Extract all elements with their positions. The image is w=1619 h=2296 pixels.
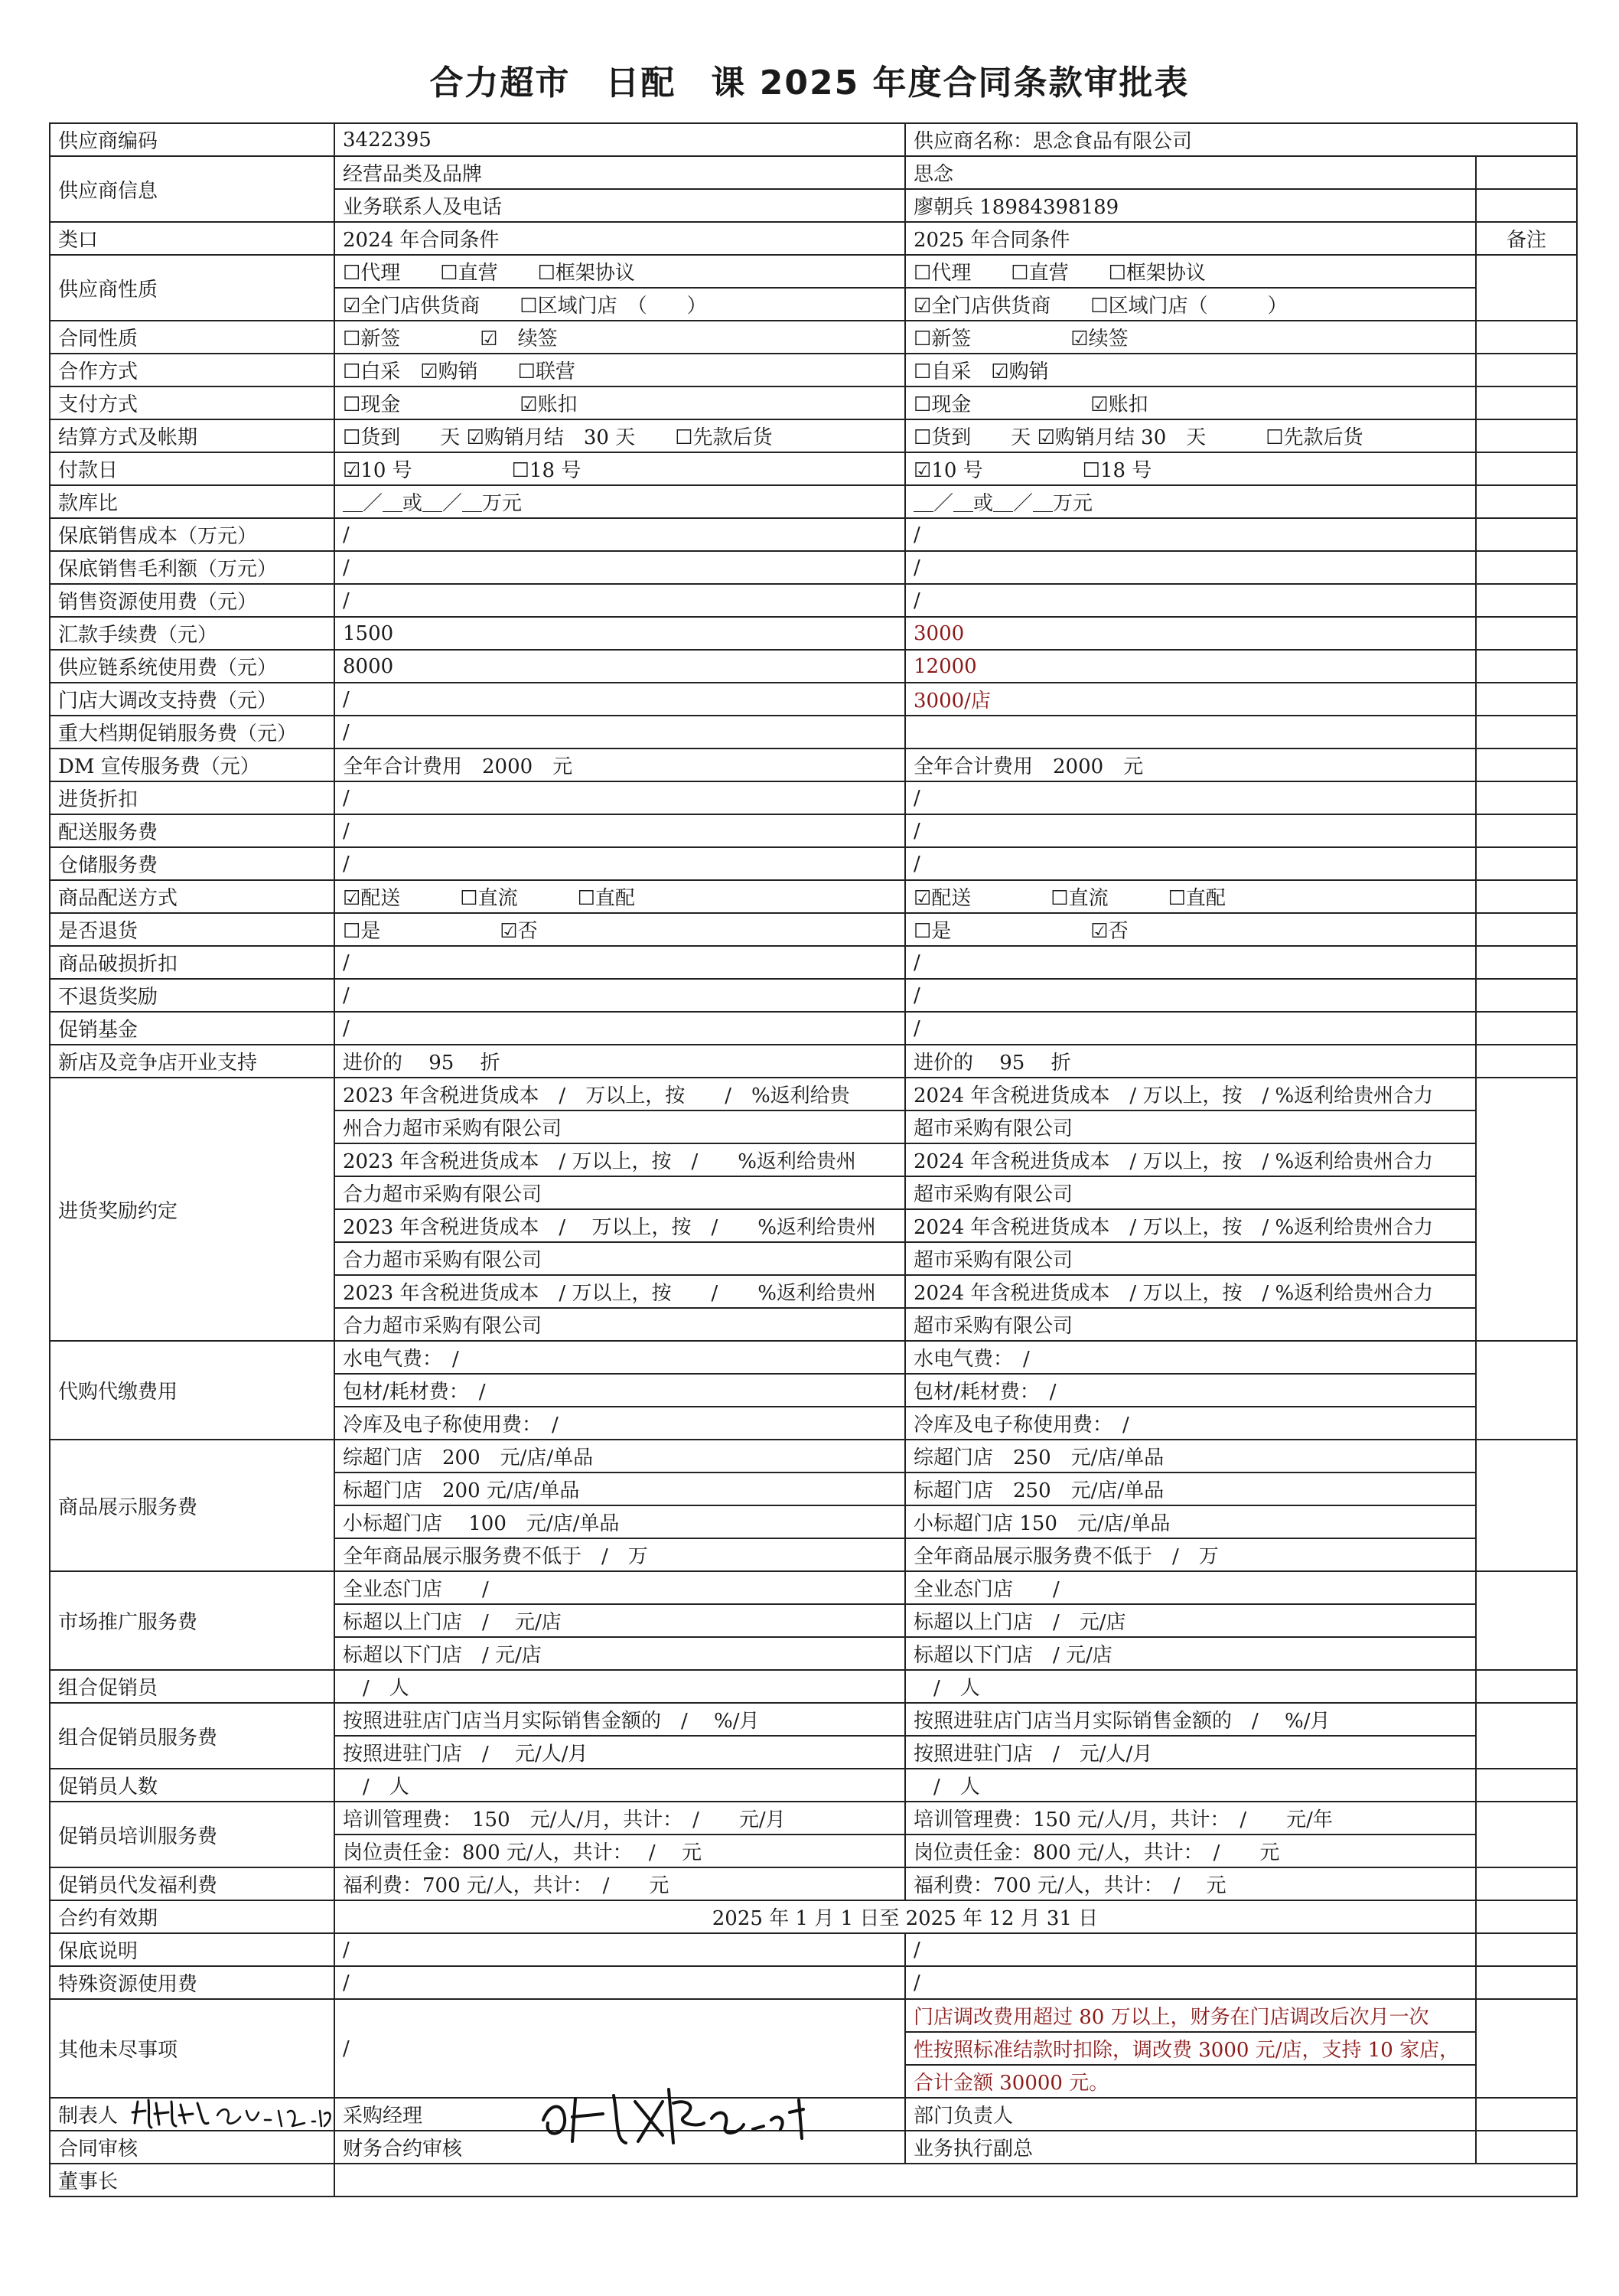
- value-2025: ☐新签 ☑续签: [905, 321, 1476, 354]
- value-2024: 合力超市采购有限公司: [334, 1176, 905, 1209]
- row-label: 付款日: [50, 452, 334, 485]
- row-label: 代购代缴费用: [50, 1341, 334, 1440]
- notes-cell: [1476, 1440, 1577, 1571]
- row-label: 重大档期促销服务费（元）: [50, 716, 334, 748]
- table-row: [50, 156, 1577, 189]
- category-label: 经营品类及品牌: [334, 156, 905, 189]
- value-2025: 超市采购有限公司: [905, 1176, 1476, 1209]
- notes-cell: [1476, 1867, 1577, 1900]
- value-2024: 水电气费： /: [334, 1341, 905, 1374]
- value-2025: /: [905, 551, 1476, 584]
- value-2024: 进价的 95 折: [334, 1045, 905, 1078]
- value-2025: /: [905, 1012, 1476, 1045]
- table-row: [50, 650, 1577, 683]
- value-2024: 小标超门店 100 元/店/单品: [334, 1505, 905, 1538]
- nature-2025: ☑全门店供货商 ☐区域门店（ ）: [905, 288, 1476, 321]
- table-row: [50, 716, 1577, 748]
- notes-cell: [1476, 781, 1577, 814]
- value-2024: 全年商品展示服务费不低于 / 万: [334, 1538, 905, 1571]
- table-row: [50, 551, 1577, 584]
- table-row: [50, 1670, 1577, 1703]
- table-row: [50, 847, 1577, 880]
- value-2024: 标超门店 200 元/店/单品: [334, 1473, 905, 1505]
- table-row: [50, 683, 1577, 716]
- notes-cell: [1476, 419, 1577, 452]
- contract-review-label: 合同审核: [50, 2131, 334, 2164]
- value-2024: /: [334, 946, 905, 979]
- value-2024: 全业态门店 /: [334, 1571, 905, 1604]
- value-2024: 2023 年含税进货成本 / 万以上，按 / %返利给贵州: [334, 1275, 905, 1308]
- value-2025: ☑10 号 ☐18 号: [905, 452, 1476, 485]
- row-label: 合作方式: [50, 354, 334, 386]
- row-label: 销售资源使用费（元）: [50, 584, 334, 617]
- value-2025: 福利费：700 元/人，共计： / 元: [905, 1867, 1476, 1900]
- notes-cell: [1476, 1966, 1577, 1999]
- value-2025: 超市采购有限公司: [905, 1242, 1476, 1275]
- value-2025: 2024 年含税进货成本 / 万以上，按 / %返利给贵州合力: [905, 1078, 1476, 1110]
- notes-cell: [1476, 2131, 1577, 2164]
- notes-cell: [1476, 1571, 1577, 1670]
- value-2025: /: [905, 979, 1476, 1012]
- table-row: [50, 386, 1577, 419]
- notes-cell: [1476, 189, 1577, 222]
- value-2025: 超市采购有限公司: [905, 1110, 1476, 1143]
- value-2024: /: [334, 814, 905, 847]
- row-label: 合约有效期: [50, 1900, 334, 1933]
- notes-cell: [1476, 979, 1577, 1012]
- value-2025: 按照进驻店门店当月实际销售金额的 / %/月: [905, 1703, 1476, 1736]
- value-2024: /: [334, 1999, 905, 2098]
- value-2024: /: [334, 847, 905, 880]
- value-2025: /: [905, 584, 1476, 617]
- value-2025: /: [905, 847, 1476, 880]
- row-label: 商品配送方式: [50, 880, 334, 913]
- value-2024: /: [334, 1966, 905, 1999]
- value-2025: 标超门店 250 元/店/单品: [905, 1473, 1476, 1505]
- value-2025: 全年合计费用 2000 元: [905, 748, 1476, 781]
- other-items-note: 合计金额 30000 元。: [905, 2065, 1476, 2098]
- value-2024: ＿／＿或＿／＿万元: [334, 485, 905, 518]
- value-2024: 标超以下门店 / 元/店: [334, 1637, 905, 1670]
- value-2024: 冷库及电子称使用费： /: [334, 1407, 905, 1440]
- other-items-note: 性按照标准结款时扣除，调改费 3000 元/店，支持 10 家店，: [905, 2032, 1476, 2065]
- business-vp-label: 业务执行副总: [905, 2131, 1476, 2164]
- notes-cell: [1476, 1341, 1577, 1440]
- column-header-2024: 2024 年合同条件: [334, 222, 905, 255]
- row-label: 促销员人数: [50, 1769, 334, 1802]
- row-label: 其他未尽事项: [50, 1999, 334, 2098]
- value-2025: [905, 716, 1476, 748]
- validity-period: 2025 年 1 月 1 日至 2025 年 12 月 31 日: [334, 1900, 1476, 1933]
- value-2024: 2023 年含税进货成本 / 万以上，按 / %返利给贵: [334, 1078, 905, 1110]
- row-label: 合同性质: [50, 321, 334, 354]
- notes-cell: [1476, 1078, 1577, 1341]
- preparer-label: 制表人: [50, 2098, 334, 2131]
- value-2024: 合力超市采购有限公司: [334, 1242, 905, 1275]
- table-row: [50, 1867, 1577, 1900]
- row-label: 类口: [50, 222, 334, 255]
- value-2024: 全年合计费用 2000 元: [334, 748, 905, 781]
- row-label: 汇款手续费（元）: [50, 617, 334, 650]
- value-2025: /: [905, 1933, 1476, 1966]
- value-2024: /: [334, 781, 905, 814]
- notes-cell: [1476, 1933, 1577, 1966]
- table-row: [50, 1933, 1577, 1966]
- row-label: 不退货奖励: [50, 979, 334, 1012]
- row-label: 商品展示服务费: [50, 1440, 334, 1571]
- value-2024: 1500: [334, 617, 905, 650]
- value-2025: /: [905, 946, 1476, 979]
- table-row: [50, 814, 1577, 847]
- notes-cell: [1476, 255, 1577, 321]
- table-row: [50, 354, 1577, 386]
- value-2024: 8000: [334, 650, 905, 683]
- value-2024: ☐是 ☑否: [334, 913, 905, 946]
- row-label: 进货奖励约定: [50, 1078, 334, 1341]
- value-2024: /: [334, 1012, 905, 1045]
- table-row: [50, 781, 1577, 814]
- row-label: 促销员代发福利费: [50, 1867, 334, 1900]
- value-2025: 培训管理费：150 元/人/月，共计： / 元/年: [905, 1802, 1476, 1835]
- table-row: [50, 419, 1577, 452]
- value-2025: /: [905, 781, 1476, 814]
- table-row: [50, 1999, 1577, 2032]
- value-2024: / 人: [334, 1670, 905, 1703]
- value-2025: 全业态门店 /: [905, 1571, 1476, 1604]
- row-label: 支付方式: [50, 386, 334, 419]
- value-2025: 3000: [905, 617, 1476, 650]
- value-2024: /: [334, 551, 905, 584]
- notes-cell: [1476, 1900, 1577, 1933]
- value-2025: 包材/耗材费： /: [905, 1374, 1476, 1407]
- row-label: 供应商信息: [50, 156, 334, 222]
- notes-cell: [1476, 518, 1577, 551]
- value-2025: /: [905, 1966, 1476, 1999]
- notes-cell: [1476, 321, 1577, 354]
- notes-cell: [1476, 847, 1577, 880]
- notes-cell: [1476, 617, 1577, 650]
- finance-review-label: 财务合约审核: [334, 2131, 905, 2164]
- value-2024: 按照进驻门店 / 元/人/月: [334, 1736, 905, 1769]
- value-2024: ☐货到 天 ☑购销月结 30 天 ☐先款后货: [334, 419, 905, 452]
- notes-cell: [1476, 452, 1577, 485]
- table-row: [50, 1012, 1577, 1045]
- value-2024: ☐现金 ☑账扣: [334, 386, 905, 419]
- value-2025: ☐货到 天 ☑购销月结 30 天 ☐先款后货: [905, 419, 1476, 452]
- table-row: [50, 617, 1577, 650]
- table-row: [50, 748, 1577, 781]
- notes-cell: [1476, 1012, 1577, 1045]
- table-row: [50, 946, 1577, 979]
- column-header-notes: 备注: [1476, 222, 1577, 255]
- value-2025: 按照进驻门店 / 元/人/月: [905, 1736, 1476, 1769]
- notes-cell: [1476, 946, 1577, 979]
- table-row: [50, 123, 1577, 156]
- table-row: [50, 1341, 1577, 1374]
- value-2024: 2023 年含税进货成本 / 万以上，按 / %返利给贵州: [334, 1209, 905, 1242]
- notes-cell: [1476, 1703, 1577, 1769]
- value-2025: 2024 年含税进货成本 / 万以上，按 / %返利给贵州合力: [905, 1209, 1476, 1242]
- table-row: [50, 880, 1577, 913]
- row-label: 进货折扣: [50, 781, 334, 814]
- notes-cell: [1476, 748, 1577, 781]
- table-row: [50, 1802, 1577, 1835]
- value-2024: ☑配送 ☐直流 ☐直配: [334, 880, 905, 913]
- row-label: 门店大调改支持费（元）: [50, 683, 334, 716]
- nature-2025: ☐代理 ☐直营 ☐框架协议: [905, 255, 1476, 288]
- row-label: 促销基金: [50, 1012, 334, 1045]
- value-2025: 12000: [905, 650, 1476, 683]
- contact-label: 业务联系人及电话: [334, 189, 905, 222]
- table-row: [50, 2164, 1577, 2197]
- notes-cell: [1476, 354, 1577, 386]
- value-2025: / 人: [905, 1670, 1476, 1703]
- table-row: [50, 1769, 1577, 1802]
- notes-cell: [1476, 1670, 1577, 1703]
- value-2025: 综超门店 250 元/店/单品: [905, 1440, 1476, 1473]
- table-row: [50, 222, 1577, 255]
- notes-cell: [1476, 1045, 1577, 1078]
- row-label: 供应商编码: [50, 123, 334, 156]
- table-row: [50, 584, 1577, 617]
- value-2024: /: [334, 584, 905, 617]
- value-2024: 综超门店 200 元/店/单品: [334, 1440, 905, 1473]
- table-row: [50, 1703, 1577, 1736]
- notes-cell: [1476, 880, 1577, 913]
- row-label: 款库比: [50, 485, 334, 518]
- row-label: 保底销售成本（万元）: [50, 518, 334, 551]
- notes-cell: [1476, 2098, 1577, 2131]
- supplier-code-value: 3422395: [334, 123, 905, 156]
- table-row: [50, 1900, 1577, 1933]
- value-2024: /: [334, 1933, 905, 1966]
- table-row: [50, 1440, 1577, 1473]
- table-row: [50, 913, 1577, 946]
- value-2024: /: [334, 979, 905, 1012]
- row-label: 是否退货: [50, 913, 334, 946]
- form-title: 合力超市 日配 课 2025 年度合同条款审批表: [429, 64, 1190, 103]
- value-2024: ☐新签 ☑ 续签: [334, 321, 905, 354]
- handwritten-signature-manager: [534, 2073, 825, 2149]
- notes-cell: [1476, 1802, 1577, 1867]
- value-2024: ☑10 号 ☐18 号: [334, 452, 905, 485]
- other-items-note: 门店调改费用超过 80 万以上，财务在门店调改后次月一次: [905, 1999, 1476, 2032]
- table-row: [50, 518, 1577, 551]
- value-2024: ☐白采 ☑购销 ☐联营: [334, 354, 905, 386]
- notes-cell: [1476, 716, 1577, 748]
- value-2024: 标超以上门店 / 元/店: [334, 1604, 905, 1637]
- notes-cell: [1476, 156, 1577, 189]
- notes-cell: [1476, 1999, 1577, 2098]
- value-2025: /: [905, 814, 1476, 847]
- row-label: 配送服务费: [50, 814, 334, 847]
- handwritten-signature-preparer: [129, 2092, 335, 2135]
- row-label: 商品破损折扣: [50, 946, 334, 979]
- value-2025: 冷库及电子称使用费： /: [905, 1407, 1476, 1440]
- value-2024: 岗位责任金：800 元/人，共计： / 元: [334, 1835, 905, 1867]
- value-2025: 岗位责任金：800 元/人，共计： / 元: [905, 1835, 1476, 1867]
- value-2025: 小标超门店 150 元/店/单品: [905, 1505, 1476, 1538]
- value-2025: /: [905, 518, 1476, 551]
- value-2025: 超市采购有限公司: [905, 1308, 1476, 1341]
- notes-cell: [1476, 386, 1577, 419]
- notes-cell: [1476, 485, 1577, 518]
- chairman-sign-cell: [334, 2164, 1577, 2197]
- value-2025: 标超以下门店 / 元/店: [905, 1637, 1476, 1670]
- value-2024: /: [334, 716, 905, 748]
- nature-2024: ☑全门店供货商 ☐区域门店 （ ）: [334, 288, 905, 321]
- row-label: 特殊资源使用费: [50, 1966, 334, 1999]
- chairman-label: 董事长: [50, 2164, 334, 2197]
- value-2024: /: [334, 683, 905, 716]
- table-row: [50, 1078, 1577, 1110]
- value-2025: ☐现金 ☑账扣: [905, 386, 1476, 419]
- value-2024: / 人: [334, 1769, 905, 1802]
- category-value: 思念: [905, 156, 1476, 189]
- notes-cell: [1476, 650, 1577, 683]
- row-label: DM 宣传服务费（元）: [50, 748, 334, 781]
- value-2025: 3000/店: [905, 683, 1476, 716]
- supplier-name: 供应商名称：思念食品有限公司: [905, 123, 1577, 156]
- value-2024: 包材/耗材费： /: [334, 1374, 905, 1407]
- row-label: 组合促销员: [50, 1670, 334, 1703]
- notes-cell: [1476, 1769, 1577, 1802]
- row-label: 仓储服务费: [50, 847, 334, 880]
- value-2025: ☐是 ☑否: [905, 913, 1476, 946]
- table-row: [50, 1571, 1577, 1604]
- value-2024: 合力超市采购有限公司: [334, 1308, 905, 1341]
- nature-2024: ☐代理 ☐直营 ☐框架协议: [334, 255, 905, 288]
- notes-cell: [1476, 551, 1577, 584]
- row-label: 结算方式及帐期: [50, 419, 334, 452]
- value-2024: 培训管理费： 150 元/人/月，共计： / 元/月: [334, 1802, 905, 1835]
- row-label: 市场推广服务费: [50, 1571, 334, 1670]
- value-2025: 全年商品展示服务费不低于 / 万: [905, 1538, 1476, 1571]
- table-row: [50, 1966, 1577, 1999]
- purchase-manager-label: 采购经理: [334, 2098, 905, 2131]
- value-2025: ☑配送 ☐直流 ☐直配: [905, 880, 1476, 913]
- value-2025: ＿／＿或＿／＿万元: [905, 485, 1476, 518]
- notes-cell: [1476, 814, 1577, 847]
- value-2025: 标超以上门店 / 元/店: [905, 1604, 1476, 1637]
- value-2025: 水电气费： /: [905, 1341, 1476, 1374]
- value-2024: 福利费：700 元/人，共计： / 元: [334, 1867, 905, 1900]
- value-2024: 州合力超市采购有限公司: [334, 1110, 905, 1143]
- value-2025: ☐自采 ☑购销: [905, 354, 1476, 386]
- row-label: 组合促销员服务费: [50, 1703, 334, 1769]
- table-row: [50, 321, 1577, 354]
- value-2024: 2023 年含税进货成本 / 万以上，按 / %返利给贵州: [334, 1143, 905, 1176]
- table-row: [50, 1045, 1577, 1078]
- notes-cell: [1476, 683, 1577, 716]
- value-2024: /: [334, 518, 905, 551]
- value-2025: 进价的 95 折: [905, 1045, 1476, 1078]
- row-label: 保底销售毛利额（万元）: [50, 551, 334, 584]
- notes-cell: [1476, 584, 1577, 617]
- value-2024: 按照进驻店门店当月实际销售金额的 / %/月: [334, 1703, 905, 1736]
- row-label: 促销员培训服务费: [50, 1802, 334, 1867]
- row-label: 保底说明: [50, 1933, 334, 1966]
- value-2025: 2024 年含税进货成本 / 万以上，按 / %返利给贵州合力: [905, 1275, 1476, 1308]
- contact-value: 廖朝兵 18984398189: [905, 189, 1476, 222]
- dept-head-label: 部门负责人: [905, 2098, 1476, 2131]
- row-label: 供应链系统使用费（元）: [50, 650, 334, 683]
- table-row: [50, 452, 1577, 485]
- table-row: [50, 485, 1577, 518]
- row-label: 供应商性质: [50, 255, 334, 321]
- contract-approval-table: [49, 122, 1578, 2197]
- row-label: 新店及竞争店开业支持: [50, 1045, 334, 1078]
- notes-cell: [1476, 913, 1577, 946]
- value-2025: / 人: [905, 1769, 1476, 1802]
- table-row: [50, 255, 1577, 288]
- column-header-2025: 2025 年合同条件: [905, 222, 1476, 255]
- value-2025: 2024 年含税进货成本 / 万以上，按 / %返利给贵州合力: [905, 1143, 1476, 1176]
- table-row: [50, 979, 1577, 1012]
